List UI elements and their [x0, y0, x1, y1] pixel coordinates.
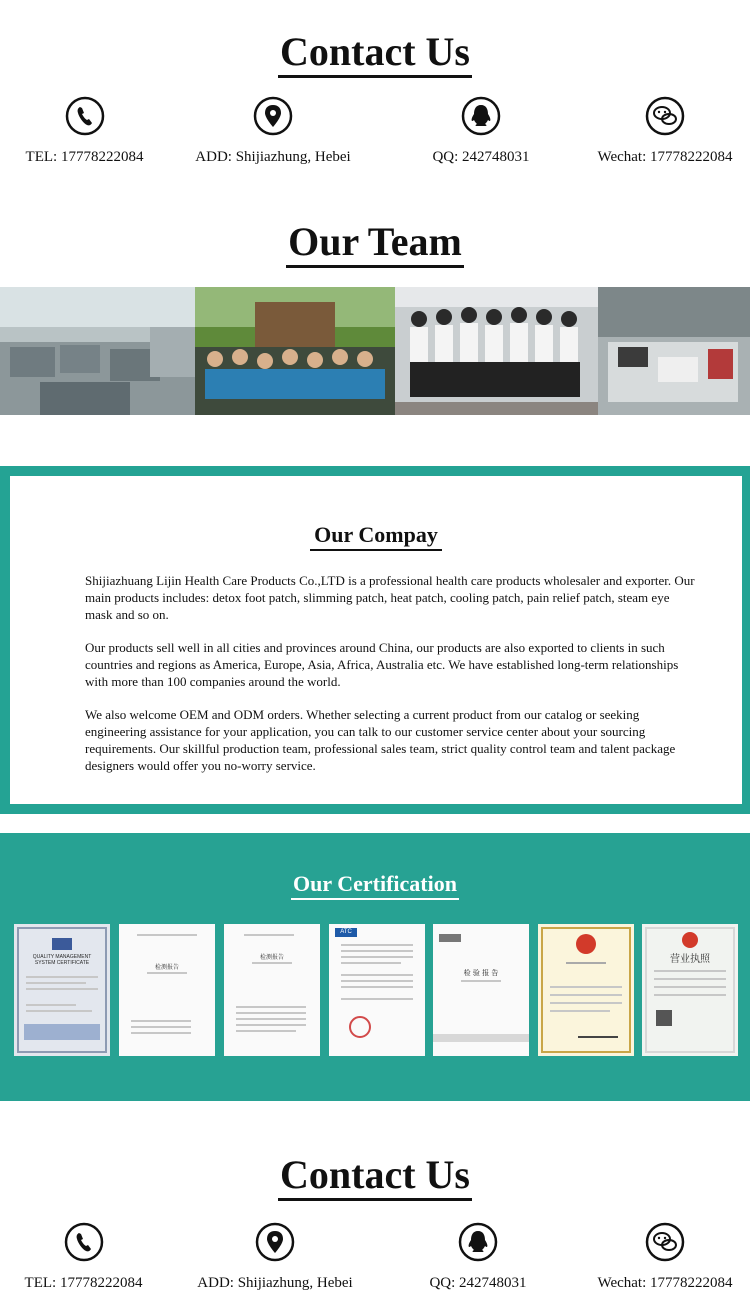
contact-phone-text: TEL: 17778222084: [25, 149, 144, 165]
business-license: 营业执照: [642, 924, 738, 1056]
location-icon: [255, 1222, 295, 1262]
contact-title-bottom: Contact Us: [0, 1151, 750, 1198]
phone-icon: [65, 96, 105, 136]
contact-wechat-text-bottom: Wechat: 17778222084: [597, 1275, 733, 1291]
company-title: Our Compay: [10, 522, 742, 548]
contact-qq-text: QQ: 242748031: [432, 149, 530, 165]
contact-qq: [426, 96, 536, 166]
office-photo: [0, 287, 195, 415]
contact-address: [183, 96, 363, 166]
certification-section: [0, 833, 750, 1101]
contact-wechat-bottom: [590, 1222, 740, 1292]
quality-management-certificate: QUALITY MANAGEMENT SYSTEM CERTIFICATE: [14, 924, 110, 1056]
company-paragraph-3: We also welcome OEM and ODM orders. Whether selecting a current product from our catalog or seeking engineering assistance for your application, you can talk to our customer service center about your sourcing requirements. Our skillful production team, professional sales team, strict quality control team and talent package designers would offer you no-worry service.: [85, 707, 676, 773]
company-description: [85, 572, 695, 790]
test-report-1: 检测报告: [119, 924, 215, 1056]
company-section: [0, 466, 750, 814]
company-card: [10, 476, 742, 804]
lab-photo: [598, 287, 750, 415]
contact-phone-text-bottom: TEL: 17778222084: [24, 1275, 143, 1291]
phone-icon: [64, 1222, 104, 1262]
contact-title-top: Contact Us: [0, 28, 750, 75]
company-paragraph-1: Shijiazhuang Lijin Health Care Products Co.,LTD is a professional health care products wholesaler and exporter. Our main products includes: detox foot patch, slimming patch, heat patch, cooling patch, pain relief patch, steam eye mask and so on.: [85, 573, 695, 622]
contact-address-bottom: [185, 1222, 365, 1292]
outdoor-group-photo: [195, 287, 395, 415]
inspection-report: 检 验 报 告: [433, 924, 529, 1056]
contact-phone-bottom: [20, 1222, 147, 1292]
wechat-icon: [645, 1222, 685, 1262]
staff-group-photo: [395, 287, 598, 415]
contact-qq-text-bottom: QQ: 242748031: [429, 1275, 527, 1291]
atc-test-report: ATC: [329, 924, 425, 1056]
contact-wechat-text: Wechat: 17778222084: [597, 149, 733, 165]
test-report-2: 检测报告: [224, 924, 320, 1056]
qq-icon: [461, 96, 501, 136]
contact-qq-bottom: [423, 1222, 533, 1292]
team-photo-strip: [0, 287, 750, 415]
location-icon: [253, 96, 293, 136]
team-title: Our Team: [0, 218, 750, 265]
wechat-icon: [645, 96, 685, 136]
company-paragraph-2: Our products sell well in all cities and provinces around China, our products are also exported to clients in such countries and regions as America, Europe, Asia, Africa, Australia etc. We have established long-term relationships with more than 100 companies around the world.: [85, 640, 679, 689]
registration-certificate: [538, 924, 634, 1056]
contact-address-text: ADD: Shijiazhung, Hebei: [195, 149, 351, 165]
contact-wechat: [590, 96, 740, 166]
qq-icon: [458, 1222, 498, 1262]
contact-address-text-bottom: ADD: Shijiazhung, Hebei: [197, 1275, 353, 1291]
certification-title: Our Certification: [0, 871, 750, 897]
contact-phone: [22, 96, 147, 166]
